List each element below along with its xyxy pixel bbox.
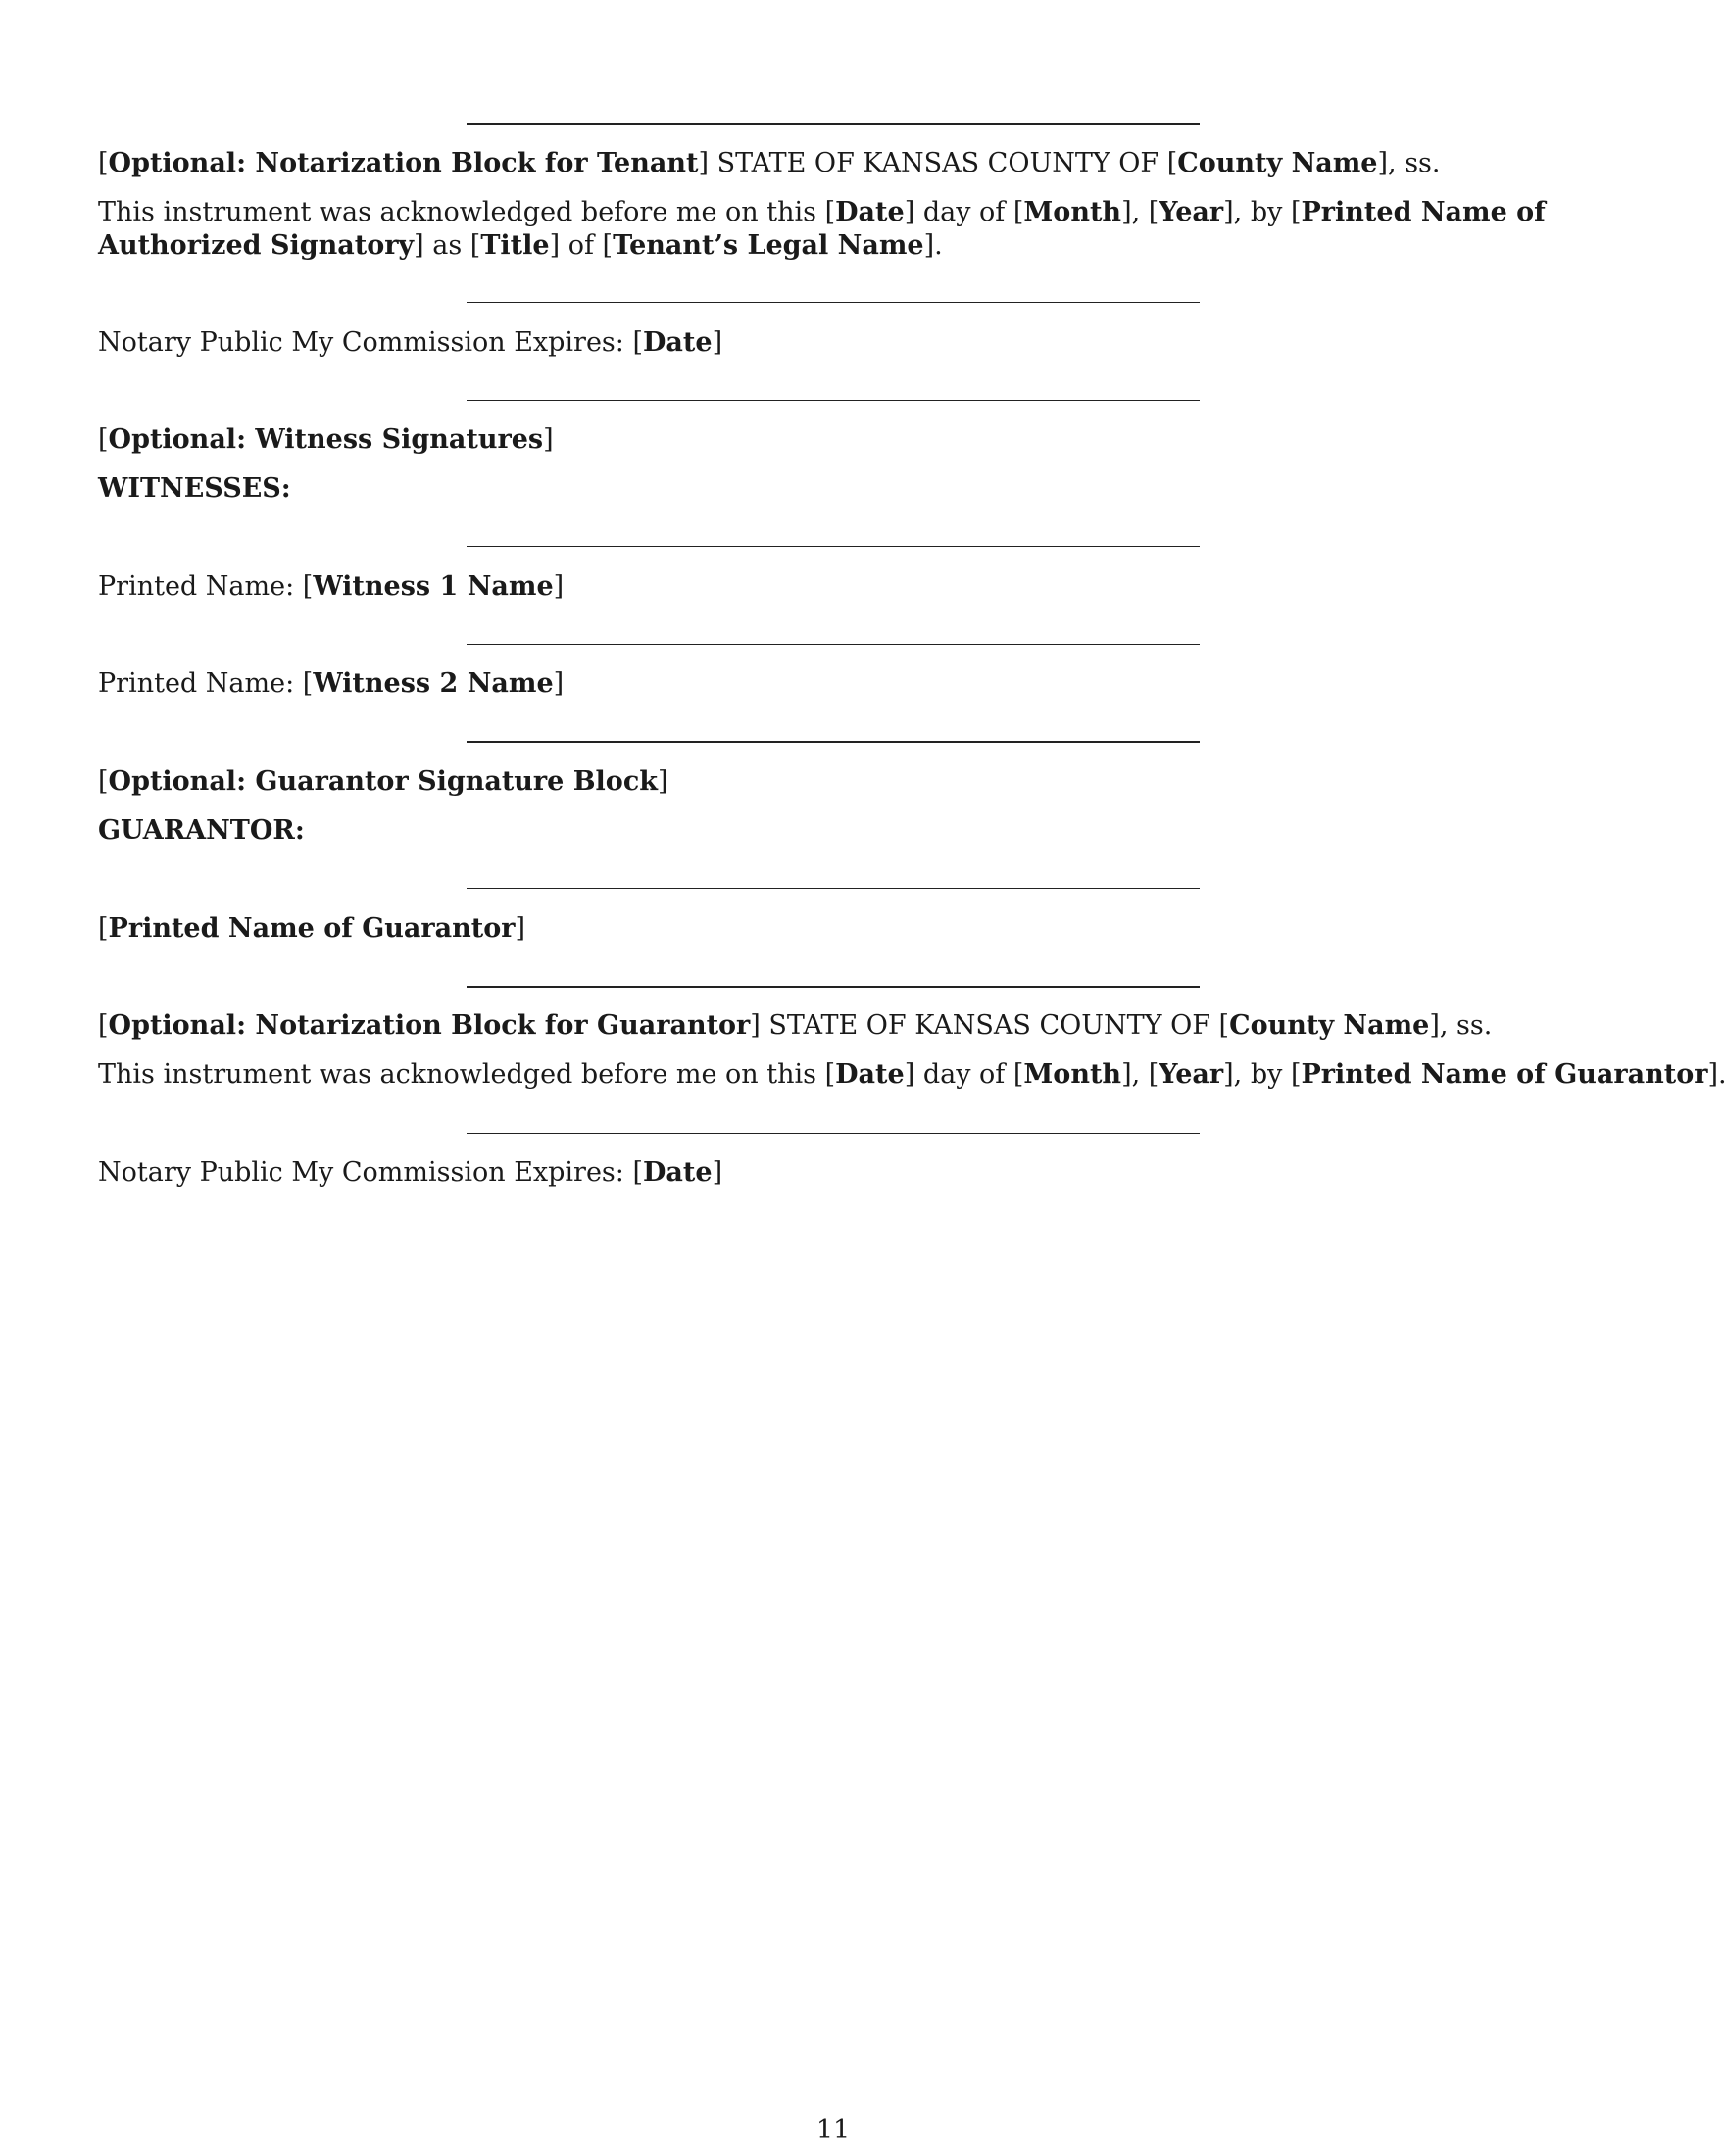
guarantor-notary-state-county: STATE OF KANSAS COUNTY OF <box>768 1010 1210 1041</box>
guarantor-signature-line <box>467 888 1200 889</box>
guarantor-heading: GUARANTOR: <box>98 815 305 846</box>
witness2-name: Witness 2 Name <box>313 668 554 699</box>
guarantor-notary-public-label: Notary Public My Commission Expires: <box>98 1157 624 1188</box>
witness2-printed-name: Printed Name: [Witness 2 Name] <box>98 668 565 699</box>
notary-signature-line <box>467 1133 1200 1134</box>
tenant-notary-label: Optional: Notarization Block for Tenant <box>108 148 699 178</box>
tenant-notary-county-placeholder: County Name <box>1177 148 1378 178</box>
guarantor-notary-expires: Notary Public My Commission Expires: [Date] <box>98 1157 723 1188</box>
guarantor-notary-county-placeholder: County Name <box>1229 1010 1430 1041</box>
guarantor-ack-paragraph: This instrument was acknowledged before me on this [Date] day of [Month], [Year], by [Printed Name of Guarantor]. <box>98 1059 1727 1090</box>
tenant-ack-signatory: Printed Name of Authorized Signatory <box>98 197 1546 261</box>
tenant-ack-year: Year <box>1159 197 1224 227</box>
tenant-notary-expires-date: Date <box>643 327 713 358</box>
tenant-ack-tenant-name: Tenant’s Legal Name <box>613 230 924 261</box>
witness-label: Optional: Witness Signatures <box>108 424 544 455</box>
separator-line <box>467 986 1200 988</box>
tenant-notary-public-label: Notary Public My Commission Expires: <box>98 327 624 358</box>
guarantor-block-label: [Optional: Guarantor Signature Block] <box>98 766 668 797</box>
separator-line <box>467 400 1200 401</box>
guarantor-notary-ss: ss. <box>1456 1010 1493 1041</box>
tenant-ack-title: Title <box>480 230 550 261</box>
page-number: 11 <box>815 2115 851 2145</box>
guarantor-name: Printed Name of Guarantor <box>108 913 516 944</box>
guarantor-heading-line <box>98 814 1588 848</box>
guarantor-notary-expires-date: Date <box>643 1157 713 1188</box>
tenant-ack-by: by <box>1250 197 1283 227</box>
witness1-printed-label: Printed Name: <box>98 571 295 602</box>
guarantor-printed-name: [Printed Name of Guarantor] <box>98 913 526 944</box>
witness2-signature-line <box>467 644 1200 645</box>
guarantor-ack-date: Date <box>835 1059 905 1090</box>
guarantor-notary-header: [Optional: Notarization Block for Guarantor] STATE OF KANSAS COUNTY OF [County Name], ss. <box>98 1010 1493 1041</box>
guarantor-ack-year: Year <box>1159 1059 1224 1090</box>
witnesses-heading: WITNESSES: <box>98 473 291 504</box>
guarantor-ack-name: Printed Name of Guarantor <box>1301 1059 1708 1090</box>
witness1-signature-line <box>467 546 1200 547</box>
tenant-ack-date: Date <box>835 197 905 227</box>
tenant-notary-state-county: STATE OF KANSAS COUNTY OF <box>716 148 1160 178</box>
guarantor-ack-month: Month <box>1023 1059 1122 1090</box>
signature-line <box>467 123 1200 125</box>
tenant-ack-paragraph: This instrument was acknowledged before me on this [Date] day of [Month], [Year], by [Printed Name of Authorized Signatory] as [Title] of [Tenant’s Legal Name]. <box>98 197 1546 261</box>
tenant-ack-of: of <box>567 230 594 261</box>
tenant-ack-as: as <box>432 230 463 261</box>
witness2-printed-label: Printed Name: <box>98 668 295 699</box>
tenant-ack-day-of: day of <box>922 197 1006 227</box>
guarantor-ack-by: by <box>1250 1059 1283 1090</box>
witness1-name: Witness 1 Name <box>313 571 554 602</box>
witness-block-label: [Optional: Witness Signatures] <box>98 424 554 455</box>
witness1-printed-name: Printed Name: [Witness 1 Name] <box>98 571 565 602</box>
tenant-ack-text: This instrument was acknowledged before me on this <box>98 197 817 227</box>
tenant-notary-ss: ss. <box>1405 148 1441 178</box>
guarantor-ack-text: This instrument was acknowledged before me on this <box>98 1059 817 1090</box>
tenant-notary-header: [Optional: Notarization Block for Tenant] STATE OF KANSAS COUNTY OF [County Name], ss. <box>98 148 1441 178</box>
witnesses-heading-line <box>98 472 1588 506</box>
notary-signature-line <box>467 302 1200 303</box>
tenant-notary-expires: Notary Public My Commission Expires: [Date] <box>98 327 723 358</box>
separator-line <box>467 741 1200 743</box>
guarantor-notary-label: Optional: Notarization Block for Guarantor <box>108 1010 751 1041</box>
guarantor-label: Optional: Guarantor Signature Block <box>108 766 658 797</box>
guarantor-ack-day-of: day of <box>922 1059 1006 1090</box>
tenant-ack-month: Month <box>1023 197 1122 227</box>
